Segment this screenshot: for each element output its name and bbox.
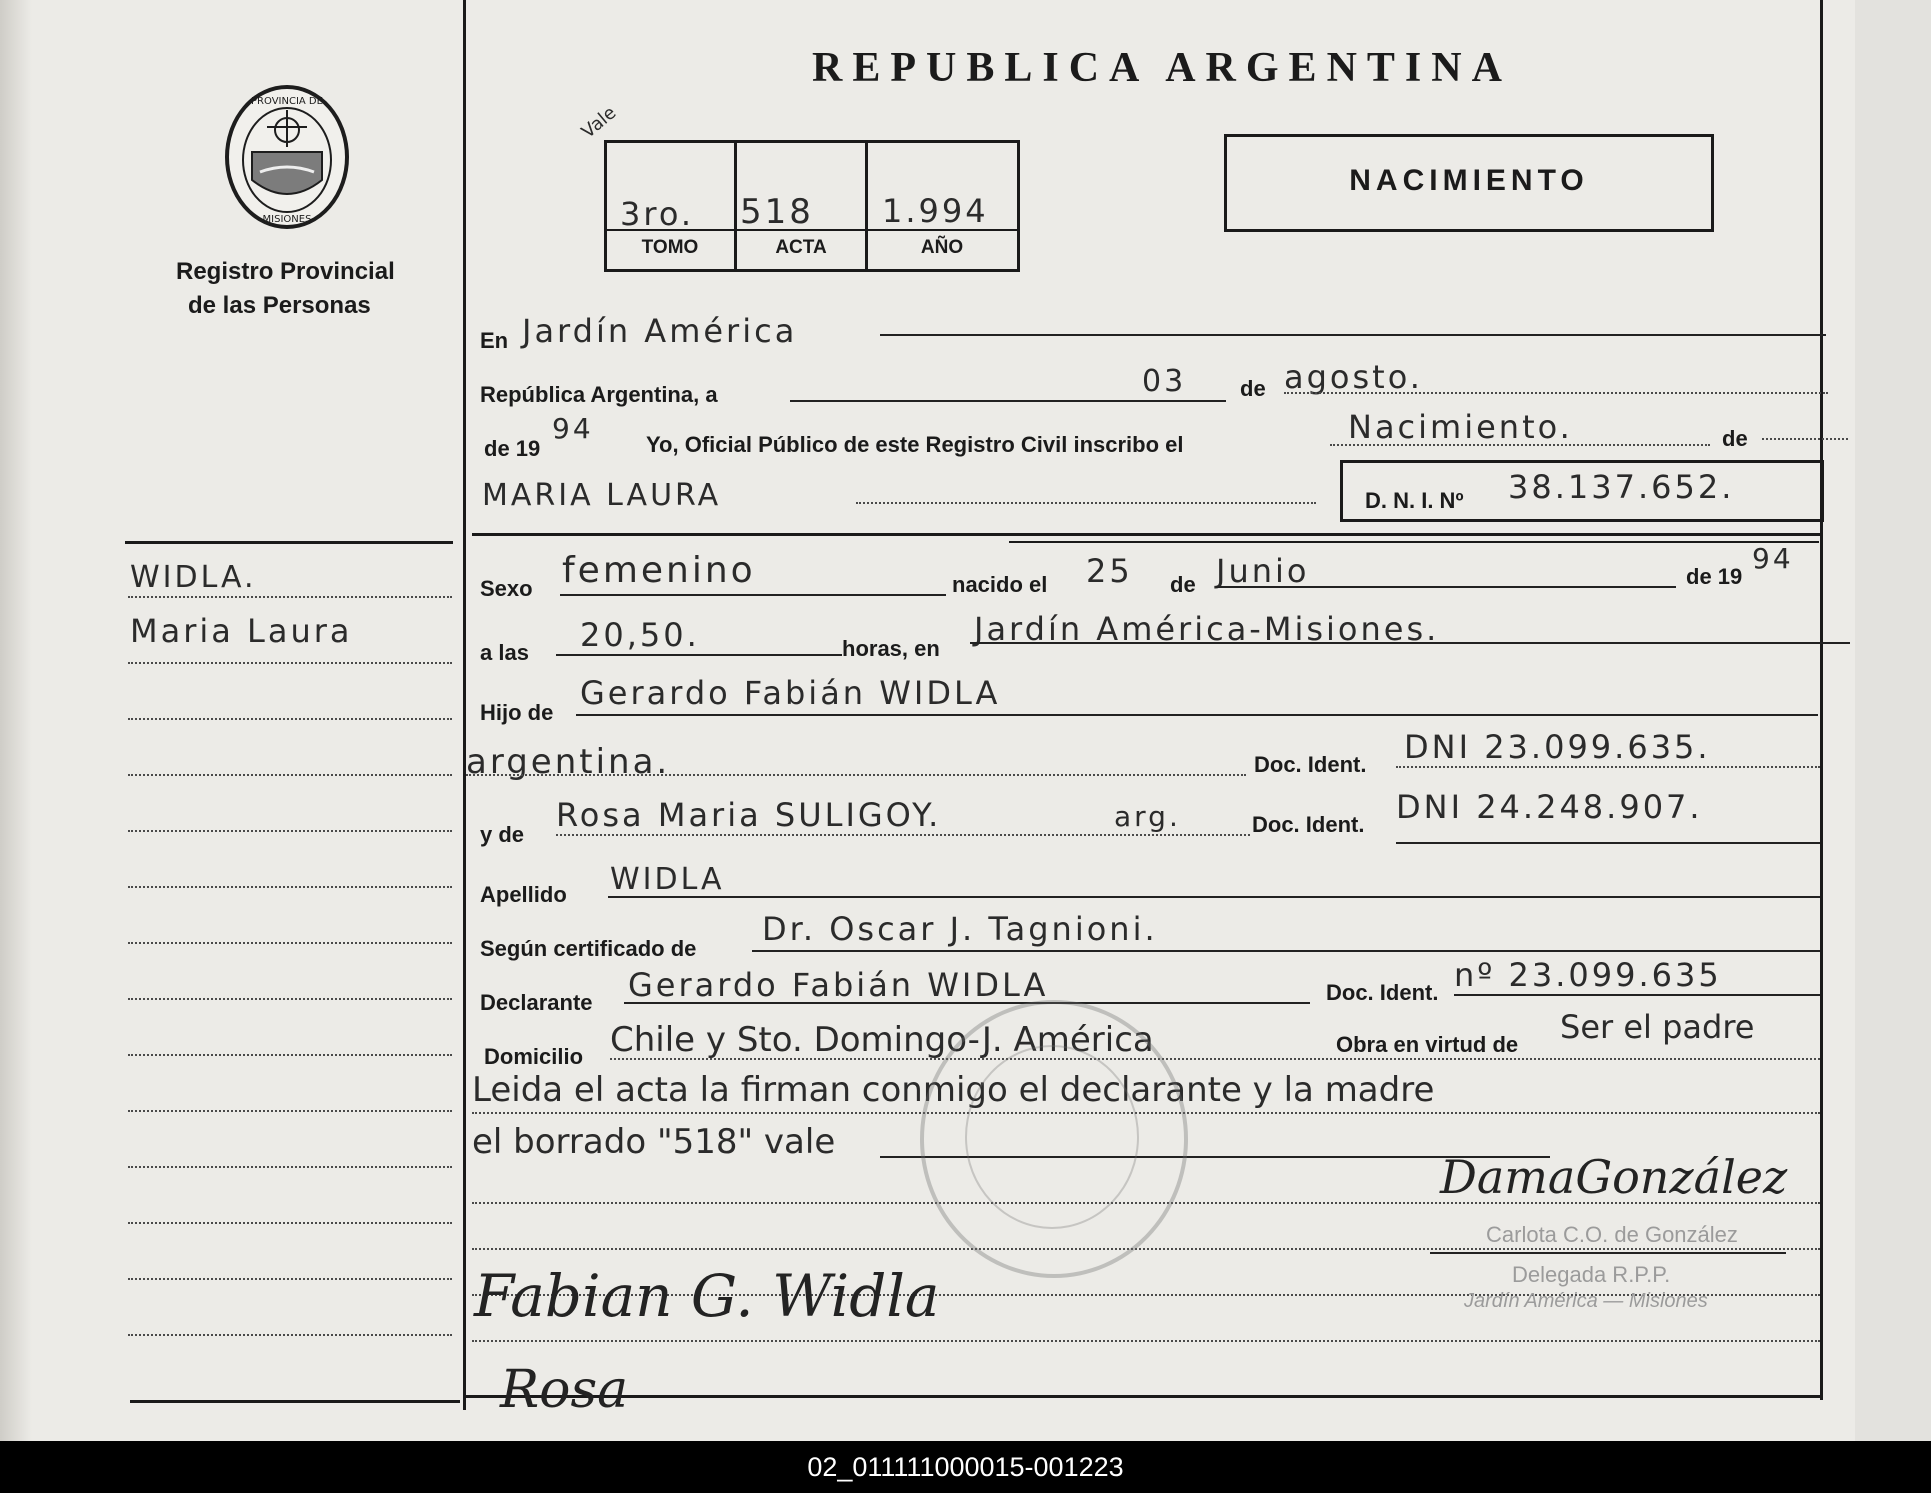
sexo-label: Sexo [480,576,533,601]
madre-signature: Rosa [500,1360,629,1420]
declarante-signature: Fabian G. Widla [474,1262,940,1330]
en-label: En [480,328,509,353]
madre-value: Rosa Maria SULIGOY. [556,796,942,834]
name-section-divider [472,533,1820,536]
acto-value: Nacimiento. [1348,408,1573,446]
lugar-value: Jardín América-Misiones. [974,610,1440,648]
acta-label: ACTA [775,237,827,258]
obra-value: Ser el padre [1560,1008,1755,1046]
domicilio-label: Domicilio [484,1044,584,1069]
padre-line [576,714,1818,716]
padre-nac-value: argentina. [466,742,671,782]
declarante-label: Declarante [480,990,593,1015]
margin-given-names: Maria Laura [130,612,353,650]
acto-line [1330,444,1710,446]
madre-nac-value: arg. [1114,800,1181,833]
form-bottom-border [463,1395,1823,1398]
apellido-value: WIDLA [610,862,725,897]
margin-rule-14 [128,1334,452,1336]
madre-doc-line [1396,842,1820,844]
mes-line [1284,392,1828,394]
margin-rule-7 [128,942,452,944]
domicilio-value: Chile y Sto. Domingo-J. América [610,1020,1154,1060]
oficial-signature: DamaGonzález [1440,1150,1788,1204]
seal-top-text: PROVINCIA DE [251,96,323,107]
nacido-label: nacido el [952,572,1048,597]
de2-label: de [1722,426,1748,451]
left-bottom-divider [130,1400,460,1403]
apellido-label: Apellido [480,882,567,907]
margin-rule-13 [128,1278,452,1280]
doc-ident3-label: Doc. Ident. [1326,980,1439,1005]
nac-mes-line [1216,586,1676,588]
certificado-value: Dr. Oscar J. Tagnioni. [762,910,1158,948]
hijo-label: Hijo de [480,700,554,725]
seal-bottom-text: MISIONES [262,214,312,225]
declarante-doc-value: nº 23.099.635 [1454,956,1722,994]
nac-dia-value: 25 [1086,552,1133,590]
sexo-value: femenino [562,550,756,591]
registry-name-line2: de las Personas [188,292,371,319]
page-right-edge [1855,0,1931,1441]
record-type-label: NACIMIENTO [1349,164,1589,197]
name-section-divider-2 [1009,541,1819,543]
nota-line-1: Leida el acta la firman conmigo el declarante y la madre [472,1070,1435,1110]
ano-value: 1.994 [882,192,989,230]
en-value: Jardín América [522,312,798,350]
nac-mes-value: Junio [1216,552,1310,590]
margin-rule-8 [128,998,452,1000]
sexo-line [560,594,946,596]
margin-rule-10 [128,1110,452,1112]
margin-rule-5 [128,830,452,832]
vale-note: Vale [577,102,621,143]
lugar-line [970,642,1850,644]
margin-rule-9 [128,1054,452,1056]
acta-value: 518 [740,192,814,232]
registry-name-line1: Registro Provincial [176,258,395,285]
blank-rule-4 [472,1340,1820,1342]
republica-label: República Argentina, a [480,382,718,407]
left-column-divider [463,0,466,1410]
blank-rule-2 [472,1248,1820,1250]
oficial-signature-stroke [1430,1252,1786,1254]
margin-rule-3 [128,718,452,720]
alas-label: a las [480,640,529,665]
de2-line [1762,438,1848,440]
margin-rule-11 [128,1166,452,1168]
madre-doc-value: DNI 24.248.907. [1396,788,1703,826]
mes-value: agosto. [1284,358,1423,396]
de3-label: de [1170,572,1196,597]
hora-line [556,654,842,656]
yde-label: y de [480,822,525,847]
dni-label: D. N. I. Nº [1365,488,1464,513]
margin-rule-12 [128,1222,452,1224]
margin-rule-1 [128,596,452,598]
declarante-doc-line [1454,994,1820,996]
image-id-footer: 02_011111000015-001223 [0,1441,1931,1493]
nac-ano-value: 94 [1752,542,1794,575]
oficial-stamp-line3: Jardín América — Misiones [1464,1290,1708,1312]
madre-line [556,834,1250,836]
misiones-seal-emblem [222,82,352,232]
doc-ident2-label: Doc. Ident. [1252,812,1365,837]
de-label: de [1240,376,1266,401]
domicilio-line [610,1058,1820,1060]
padre-doc-value: DNI 23.099.635. [1404,728,1711,766]
horas-en-label: horas, en [842,636,940,661]
oficial-stamp-line2: Delegada R.P.P. [1512,1262,1671,1287]
doc-ident-label: Doc. Ident. [1254,752,1367,777]
registry-round-stamp-inner [965,1045,1139,1229]
padre-nac-line [466,774,1246,776]
certificado-label: Según certificado de [480,936,697,961]
tomo-value: 3ro. [620,195,694,233]
padre-value: Gerardo Fabián WIDLA [580,674,1001,712]
certificado-line [752,950,1820,952]
padre-doc-line [1396,766,1820,768]
declarante-line [624,1002,1310,1004]
de19-label: de 19 [484,436,541,461]
margin-rule-4 [128,774,452,776]
dia-value: 03 [1142,364,1187,399]
left-header-divider [125,541,453,544]
country-title: REPUBLICA ARGENTINA [812,45,1512,91]
nombre-value: MARIA LAURA [482,478,722,513]
declarante-value: Gerardo Fabián WIDLA [628,966,1049,1004]
nota-line-2: el borrado "518" vale [472,1122,836,1162]
tomo-label: TOMO [641,237,699,258]
obra-label: Obra en virtud de [1336,1032,1519,1057]
page-binding-edge [0,0,32,1441]
dia-line [790,400,1226,402]
apellido-line [608,896,1820,898]
oficial-stamp-line1: Carlota C.O. de González [1486,1222,1738,1247]
margin-rule-6 [128,886,452,888]
form-right-border [1820,0,1823,1400]
dni-value: 38.137.652. [1508,468,1735,506]
margin-rule-2 [128,662,452,664]
en-line [880,334,1826,336]
margin-surname: WIDLA. [130,560,257,595]
nombre-line [856,502,1316,504]
ano-label: AÑO [920,237,964,258]
hora-value: 20,50. [580,616,700,654]
oficial-text: Yo, Oficial Público de este Registro Civil inscribo el [646,432,1184,457]
year-value: 94 [552,412,594,445]
de19b-label: de 19 [1686,564,1743,589]
